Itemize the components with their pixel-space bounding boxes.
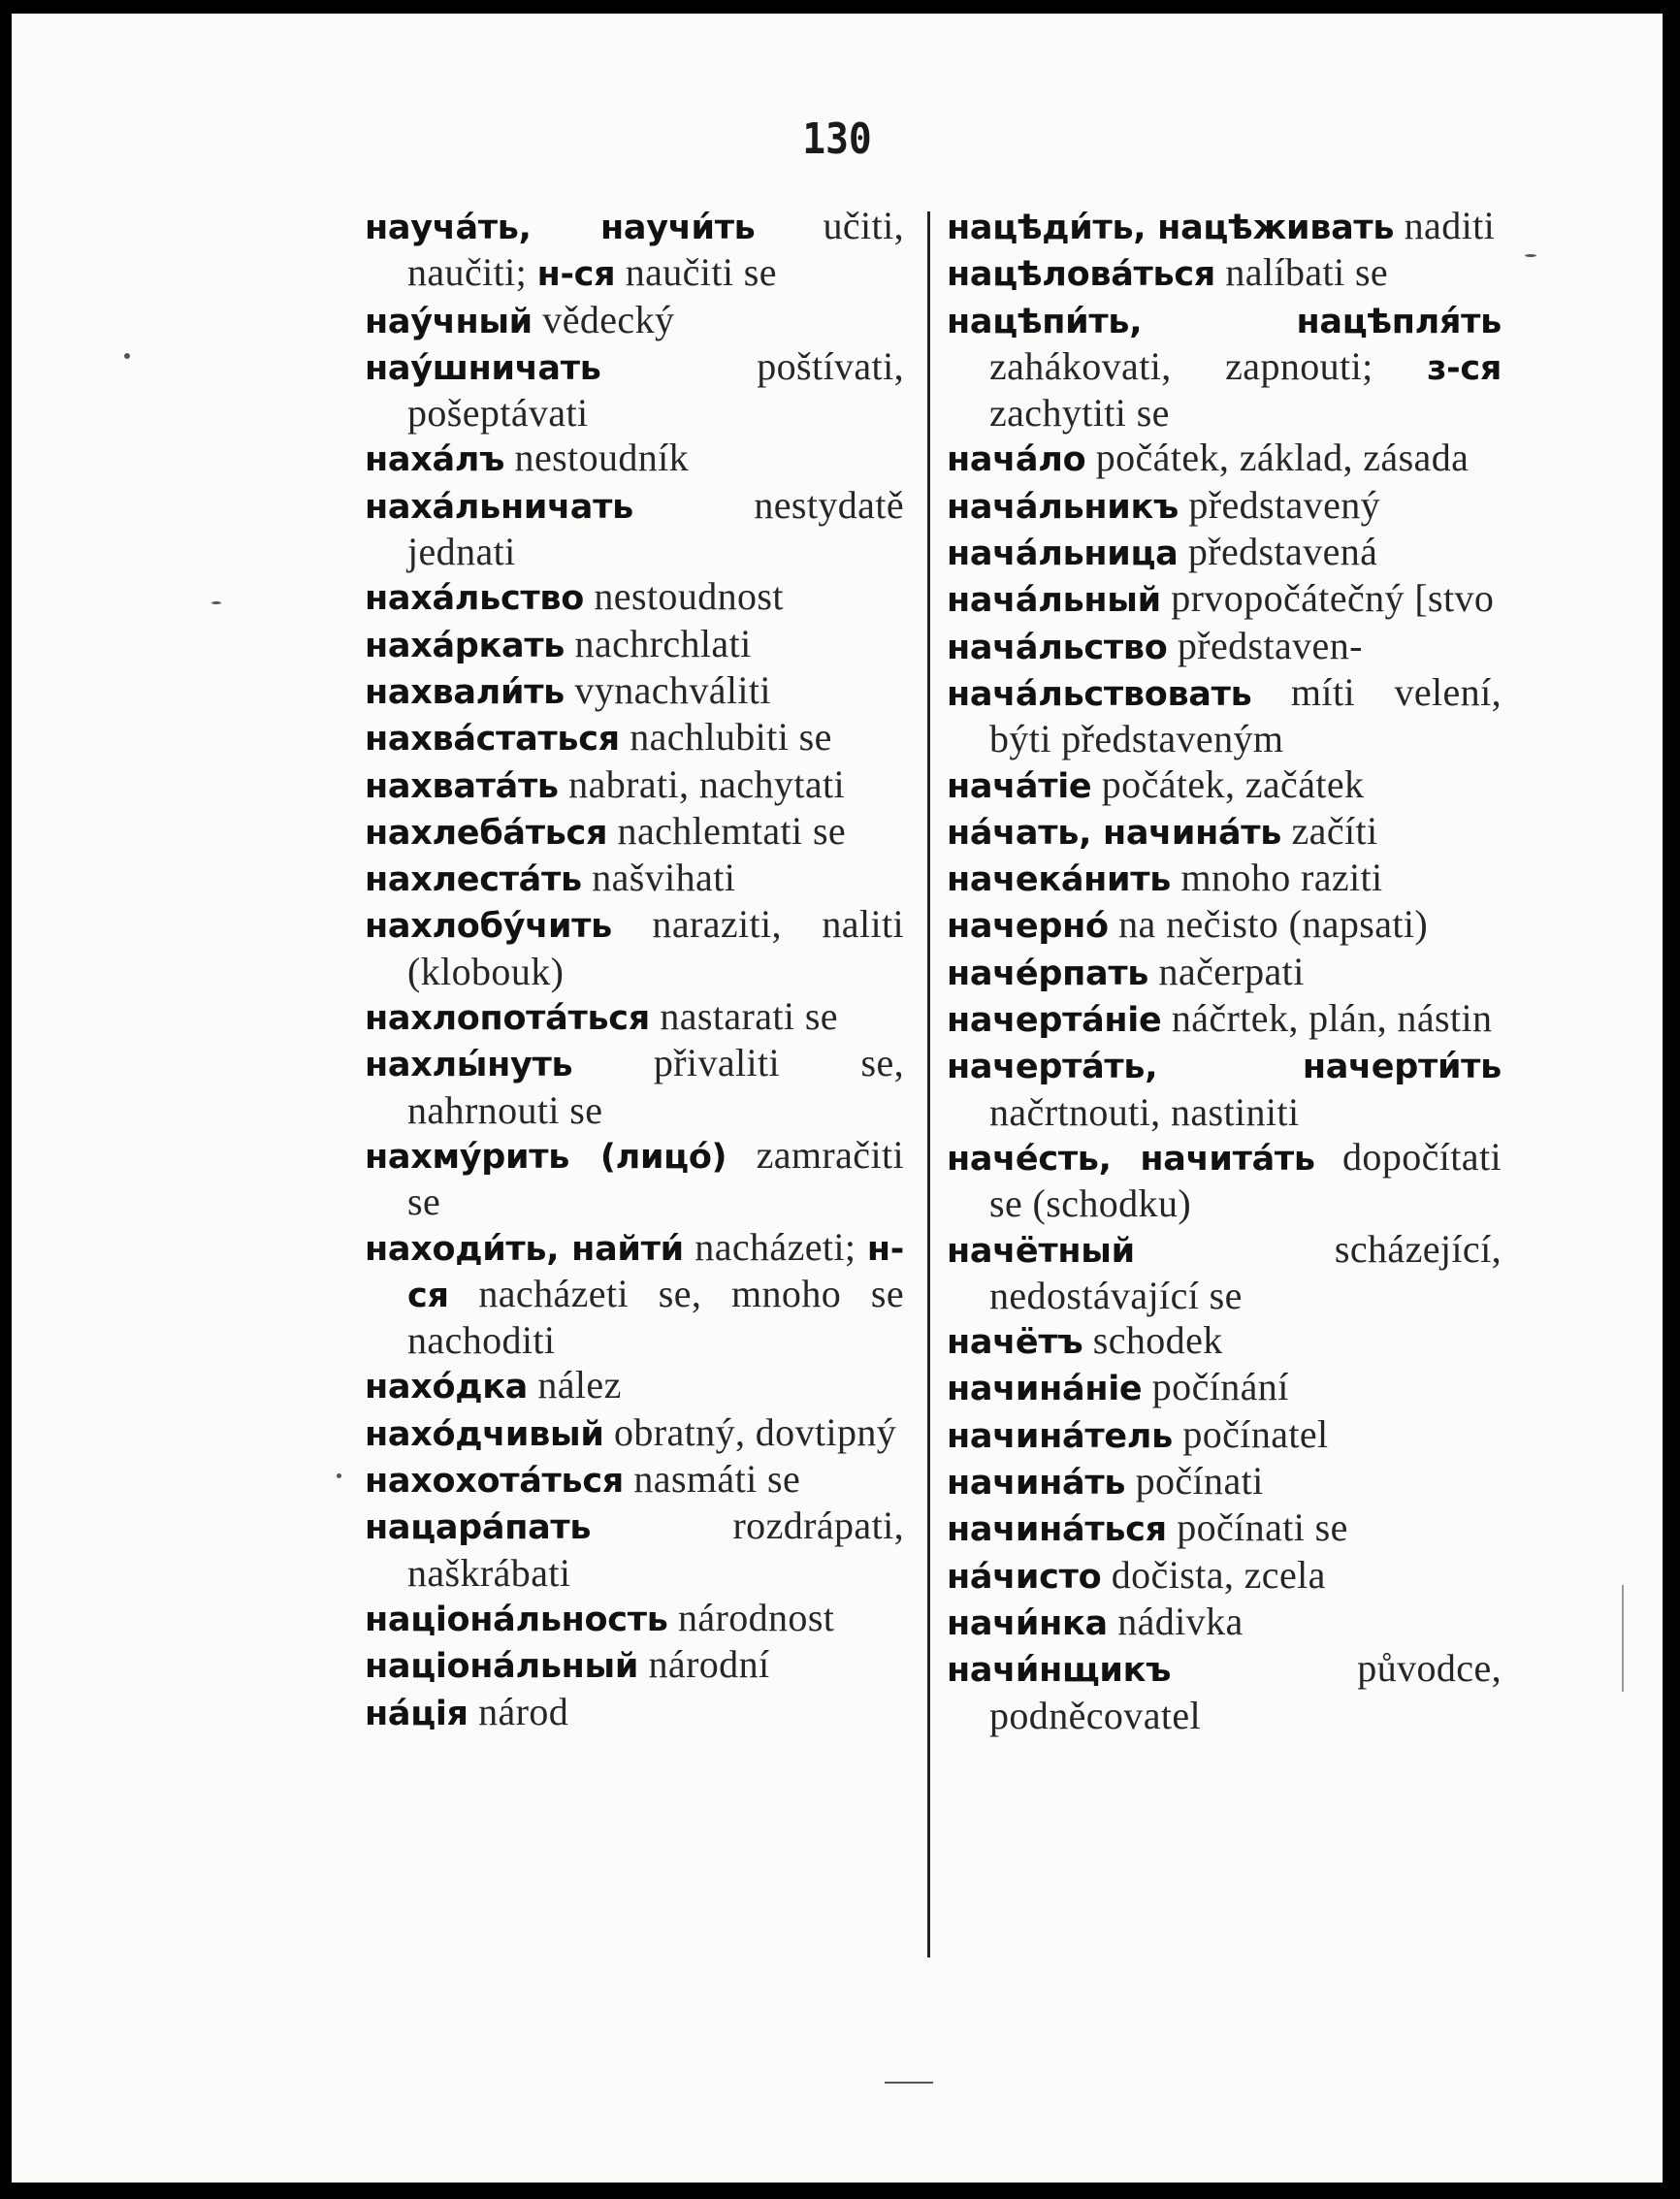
headword: нацѣпи́ть, нацѣпля́ть [947, 302, 1502, 341]
dictionary-entry [365, 483, 904, 575]
translation: začíti [1281, 808, 1378, 853]
translation: nastarati se [649, 994, 838, 1039]
translation: nabrati, nachytati [558, 761, 846, 806]
reflexive-form: н-ся [407, 1229, 904, 1315]
translation: původce, podněcovatel [989, 1646, 1502, 1737]
dictionary-entry [365, 668, 904, 715]
translation: náčrtek, plán, nástin [1161, 996, 1493, 1041]
headword: начинáть [947, 1464, 1126, 1504]
headword: нáчисто [947, 1557, 1102, 1597]
headword: нахáлъ [365, 440, 505, 480]
translation: naučiti se [615, 250, 777, 295]
translation: schodek [1082, 1318, 1223, 1363]
headword: нахлестáть [365, 860, 582, 900]
reflexive-form: з-ся [1427, 348, 1502, 388]
dictionary-entry [947, 1505, 1502, 1552]
headword: начéсть, начитáть [947, 1139, 1315, 1179]
translation: počátek, začátek [1091, 761, 1365, 806]
scan-speck [1525, 254, 1536, 257]
dictionary-entry [365, 902, 904, 994]
column-divider [927, 211, 930, 1957]
translation: zamračiti se [407, 1132, 904, 1224]
translation: nádivka [1107, 1599, 1244, 1643]
dictionary-entry [365, 204, 904, 298]
scan-edge-right [1622, 1585, 1624, 1692]
dictionary-entry [365, 1642, 904, 1689]
headword: нахóдка [365, 1368, 528, 1407]
translation: nachlemtati se [607, 808, 847, 853]
dictionary-entry [947, 1365, 1502, 1411]
headword: начáльный [947, 581, 1161, 621]
headword: нахáльничать [365, 487, 633, 527]
headword: начертáніе [947, 1001, 1162, 1041]
dictionary-entry [365, 574, 904, 621]
translation: nestoudnost [584, 574, 784, 619]
translation: zachytiti se [989, 391, 1170, 436]
dictionary-entry [365, 298, 904, 344]
translation: vynachváliti [565, 667, 771, 712]
headword: нацѣловáться [947, 255, 1215, 295]
translation: nachlubiti se [619, 715, 832, 760]
reflexive-form: н-ся [536, 255, 616, 295]
scan-speck [885, 2082, 933, 2084]
translation: dočista, zcela [1101, 1552, 1326, 1597]
translation: nestydatě jednati [407, 482, 904, 574]
dictionary-entry [365, 344, 904, 437]
dictionary-entry [365, 715, 904, 761]
dictionary-entry [947, 1227, 1502, 1319]
dictionary-entry [947, 1459, 1502, 1505]
headword: нацѣди́ть, нацѣживать [947, 209, 1395, 247]
translation: nestoudník [504, 436, 690, 480]
translation: představen- [1167, 623, 1363, 667]
scan-speck [337, 1473, 341, 1478]
translation: představená [1178, 530, 1378, 574]
dictionary-entry [947, 530, 1502, 576]
dictionary-entry [365, 1504, 904, 1596]
dictionary-entry [365, 1457, 904, 1504]
dictionary-entry [947, 950, 1502, 996]
dictionary-entry [365, 1690, 904, 1736]
translation: počátek, základ, zásada [1085, 436, 1470, 480]
dictionary-entry [365, 994, 904, 1041]
translation: národ [468, 1689, 569, 1733]
left-column [365, 204, 904, 1736]
translation: vědecký [532, 297, 675, 341]
translation: učiti, naučiti; [407, 204, 904, 295]
translation: představený [1178, 482, 1381, 527]
dictionary-entry [365, 1041, 904, 1133]
headword: націонáльный [365, 1647, 639, 1687]
dictionary-entry [947, 250, 1502, 297]
dictionary-entry [365, 1410, 904, 1457]
dictionary-entry [947, 1600, 1502, 1646]
headword: начётъ [947, 1323, 1083, 1363]
headword: нахлебáться [365, 813, 608, 853]
headword: начáльница [947, 534, 1179, 574]
headword: начинáніе [947, 1370, 1143, 1409]
headword: начинáться [947, 1510, 1167, 1550]
headword: наýчный [365, 302, 533, 341]
translation: nacházeti se, mnoho se nachoditi [407, 1271, 904, 1363]
translation: scházející, nedostávající se [989, 1226, 1502, 1317]
translation: naditi [1394, 204, 1496, 247]
page-number: 130 [802, 114, 872, 164]
headword: нáція [365, 1694, 468, 1733]
dictionary-entry [365, 1133, 904, 1225]
translation: na nečisto (napsati) [1108, 902, 1429, 947]
right-column [947, 204, 1502, 1738]
translation: národnost [667, 1595, 835, 1639]
headword: нахвали́ть [365, 672, 565, 712]
dictionary-entry [947, 204, 1502, 250]
translation: načerpati [1148, 949, 1305, 993]
headword: начётный [947, 1231, 1135, 1271]
translation: počínání [1142, 1365, 1289, 1409]
translation: nasmáti se [623, 1457, 801, 1502]
headword: начáльство [947, 628, 1168, 667]
headword: нацарáпать [365, 1508, 592, 1548]
translation: prvopočátečný [stvo [1160, 576, 1495, 621]
dictionary-entry [947, 1043, 1502, 1135]
headword: нахлопотáться [365, 999, 650, 1039]
dictionary-entry [365, 1596, 904, 1642]
translation: naraziti, naliti (klobouk) [407, 902, 904, 993]
translation: počínati [1125, 1459, 1264, 1504]
headword: начáльствовать [947, 674, 1252, 714]
dictionary-entry [365, 436, 904, 482]
dictionary-entry [365, 1363, 904, 1409]
dictionary-entry [947, 996, 1502, 1043]
headword: начéрпать [947, 954, 1149, 993]
translation: nález [527, 1363, 622, 1407]
dictionary-entry [365, 762, 904, 809]
translation: nacházeti; [683, 1224, 867, 1269]
headword: націонáльность [365, 1600, 668, 1639]
dictionary-page [12, 14, 1663, 2183]
dictionary-entry [365, 622, 904, 668]
headword: нахáркать [365, 626, 565, 665]
dictionary-entry [947, 624, 1502, 670]
translation: národní [638, 1642, 770, 1687]
translation: obratný, dovtipný [603, 1409, 897, 1454]
headword: нахвáстаться [365, 720, 620, 760]
translation: poštívati, pošeptávati [407, 343, 904, 436]
dictionary-entry [947, 762, 1502, 809]
headword: нахохотáться [365, 1462, 624, 1502]
headword: наýшничать [365, 348, 601, 388]
dictionary-entry [947, 1412, 1502, 1459]
headword: начи́нка [947, 1603, 1108, 1643]
dictionary-entry [947, 298, 1502, 437]
headword: научáть, научи́ть [365, 209, 756, 247]
headword: нахóдчивый [365, 1414, 604, 1454]
dictionary-entry [947, 809, 1502, 856]
dictionary-entry [947, 670, 1502, 762]
dictionary-entry [947, 902, 1502, 949]
headword: начáтіе [947, 766, 1092, 806]
dictionary-entry [365, 856, 904, 902]
translation: míti velení, býti představeným [989, 669, 1502, 761]
dictionary-entry [947, 1135, 1502, 1227]
dictionary-entry [947, 576, 1502, 623]
translation: počínatel [1172, 1411, 1329, 1456]
headword: нахáльство [365, 579, 584, 619]
dictionary-entry [947, 1553, 1502, 1600]
headword: начернó [947, 907, 1109, 947]
headword: начекáнить [947, 860, 1172, 900]
translation: nalíbati se [1214, 250, 1389, 295]
scan-speck [211, 601, 221, 604]
headword: нахлы́нуть [365, 1046, 573, 1085]
dictionary-entry [947, 483, 1502, 530]
headword: начáльникъ [947, 487, 1179, 527]
dictionary-entry [947, 436, 1502, 482]
translation: počínati se [1166, 1505, 1348, 1550]
translation: mnoho raziti [1171, 856, 1383, 900]
headword: нахватáть [365, 766, 559, 806]
headword: нахмýрить (лицó) [365, 1137, 727, 1177]
translation: přivaliti se, nahrnouti se [407, 1041, 904, 1132]
headword: начинáтель [947, 1416, 1173, 1456]
headword: нáчать, начинáть [947, 813, 1282, 853]
translation: dopočítati se (schodku) [989, 1134, 1502, 1226]
headword: начертáть, начерти́ть [947, 1048, 1502, 1087]
headword: начи́нщикъ [947, 1651, 1172, 1691]
translation: rozdrápati, naškrábati [407, 1504, 904, 1595]
dictionary-entry [947, 856, 1502, 902]
translation: našvihati [581, 856, 736, 900]
dictionary-entry [365, 809, 904, 856]
translation: nachrchlati [565, 621, 752, 665]
headword: начáло [947, 440, 1086, 480]
translation: načrtnouti, nastiniti [989, 1089, 1300, 1134]
dictionary-entry [947, 1318, 1502, 1365]
headword: находи́ть, найти́ [365, 1229, 684, 1269]
dictionary-entry [947, 1646, 1502, 1738]
scan-speck [124, 353, 130, 359]
headword: нахлобýчить [365, 907, 612, 947]
translation: zahákovati, zapnouti; [989, 343, 1428, 388]
dictionary-entry [365, 1225, 904, 1364]
